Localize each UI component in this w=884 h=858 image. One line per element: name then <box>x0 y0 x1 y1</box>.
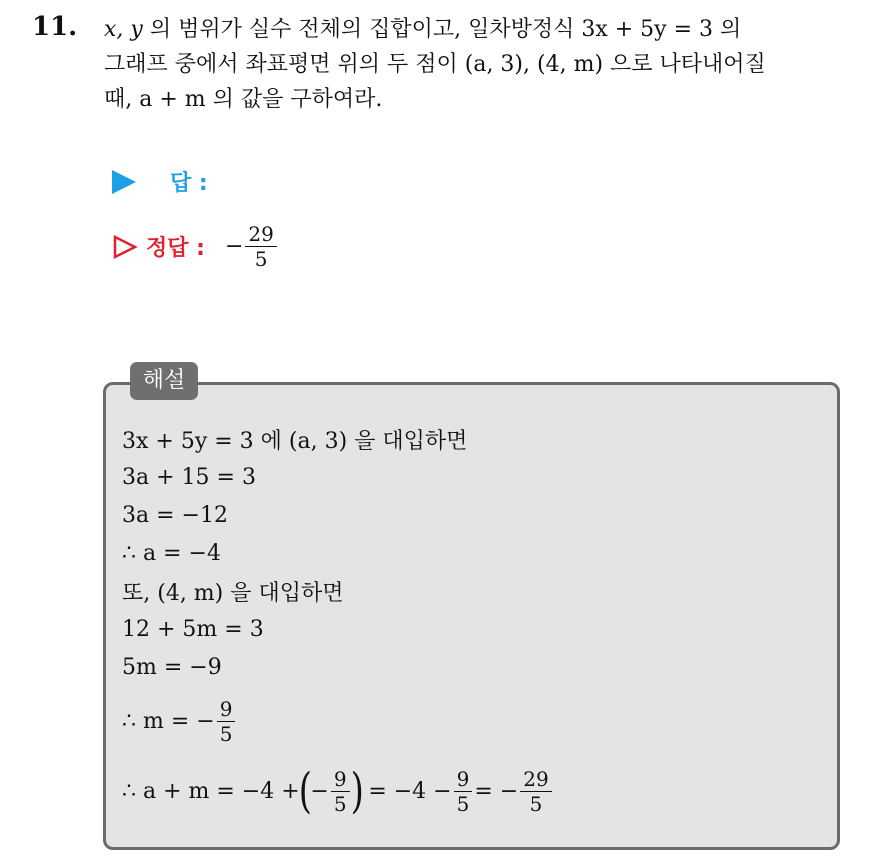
right-paren: ) <box>350 763 364 819</box>
fraction <box>520 767 551 816</box>
denominator: 5 <box>456 791 470 816</box>
final-eq: = − <box>474 778 519 804</box>
denominator: 5 <box>333 791 347 816</box>
separator: , <box>523 52 531 77</box>
numerator: 29 <box>520 767 551 792</box>
answer-label: 답 : <box>170 171 208 196</box>
solution-line-m <box>122 686 554 756</box>
correct-answer-value <box>225 222 279 271</box>
solution-line: 5m = −9 <box>122 654 222 680</box>
question-text-part: 그래프 중에서 좌표평면 위의 두 점이 <box>104 52 458 77</box>
outline-triangle-icon <box>112 234 138 260</box>
question-number: 11. <box>32 12 78 42</box>
fraction <box>454 767 473 816</box>
question-line-2 <box>104 47 864 82</box>
numerator: 9 <box>331 767 350 792</box>
inner-minus: − <box>310 778 329 804</box>
solution-line: 3x + 5y = 3 에 (a, 3) 을 대입하면 <box>122 428 468 454</box>
m-prefix: ∴ m = − <box>122 708 215 734</box>
left-paren: ( <box>298 763 312 819</box>
question-line-3: 때, a + m 의 값을 구하여라. <box>104 87 383 112</box>
solution-line: 12 + 5m = 3 <box>122 616 264 642</box>
question-text-part: 으로 나타내어질 <box>610 52 766 77</box>
fraction <box>245 222 276 271</box>
answer-row <box>112 166 208 197</box>
denominator: 5 <box>529 791 543 816</box>
solution-line: ∴ a = −4 <box>122 540 221 566</box>
fraction <box>331 767 350 816</box>
solution-line-final <box>122 756 554 826</box>
question-text <box>104 12 864 117</box>
solution-line: 3a = −12 <box>122 502 228 528</box>
correct-answer-label: 정답 : <box>146 236 205 261</box>
question-text-part: 의 범위가 실수 전체의 집합이고, 일차방정식 <box>149 17 575 42</box>
numerator: 29 <box>245 222 276 247</box>
var-y: y <box>130 17 143 42</box>
point-b: (4, m) <box>537 52 604 77</box>
solution-lines <box>122 420 554 826</box>
var-x: x, <box>104 17 124 42</box>
correct-answer-row <box>112 222 279 271</box>
denominator: 5 <box>219 721 233 746</box>
question-text-part: 의 <box>720 17 742 42</box>
solution-line: 3a + 15 = 3 <box>122 464 256 490</box>
play-triangle-icon <box>112 170 136 194</box>
final-prefix: ∴ a + m = −4 + <box>122 778 300 804</box>
denominator: 5 <box>254 247 268 271</box>
equation: 3x + 5y = 3 <box>581 17 714 42</box>
solution-tag: 해설 <box>130 362 198 400</box>
point-a: (a, 3) <box>464 52 524 77</box>
solution-line: 또, (4, m) 을 대입하면 <box>122 580 344 606</box>
numerator: 9 <box>454 767 473 792</box>
question-line-1 <box>104 12 864 47</box>
numerator: 9 <box>217 697 236 722</box>
fraction <box>217 697 236 746</box>
minus-sign: − <box>224 234 244 259</box>
final-mid: = −4 − <box>368 778 452 804</box>
